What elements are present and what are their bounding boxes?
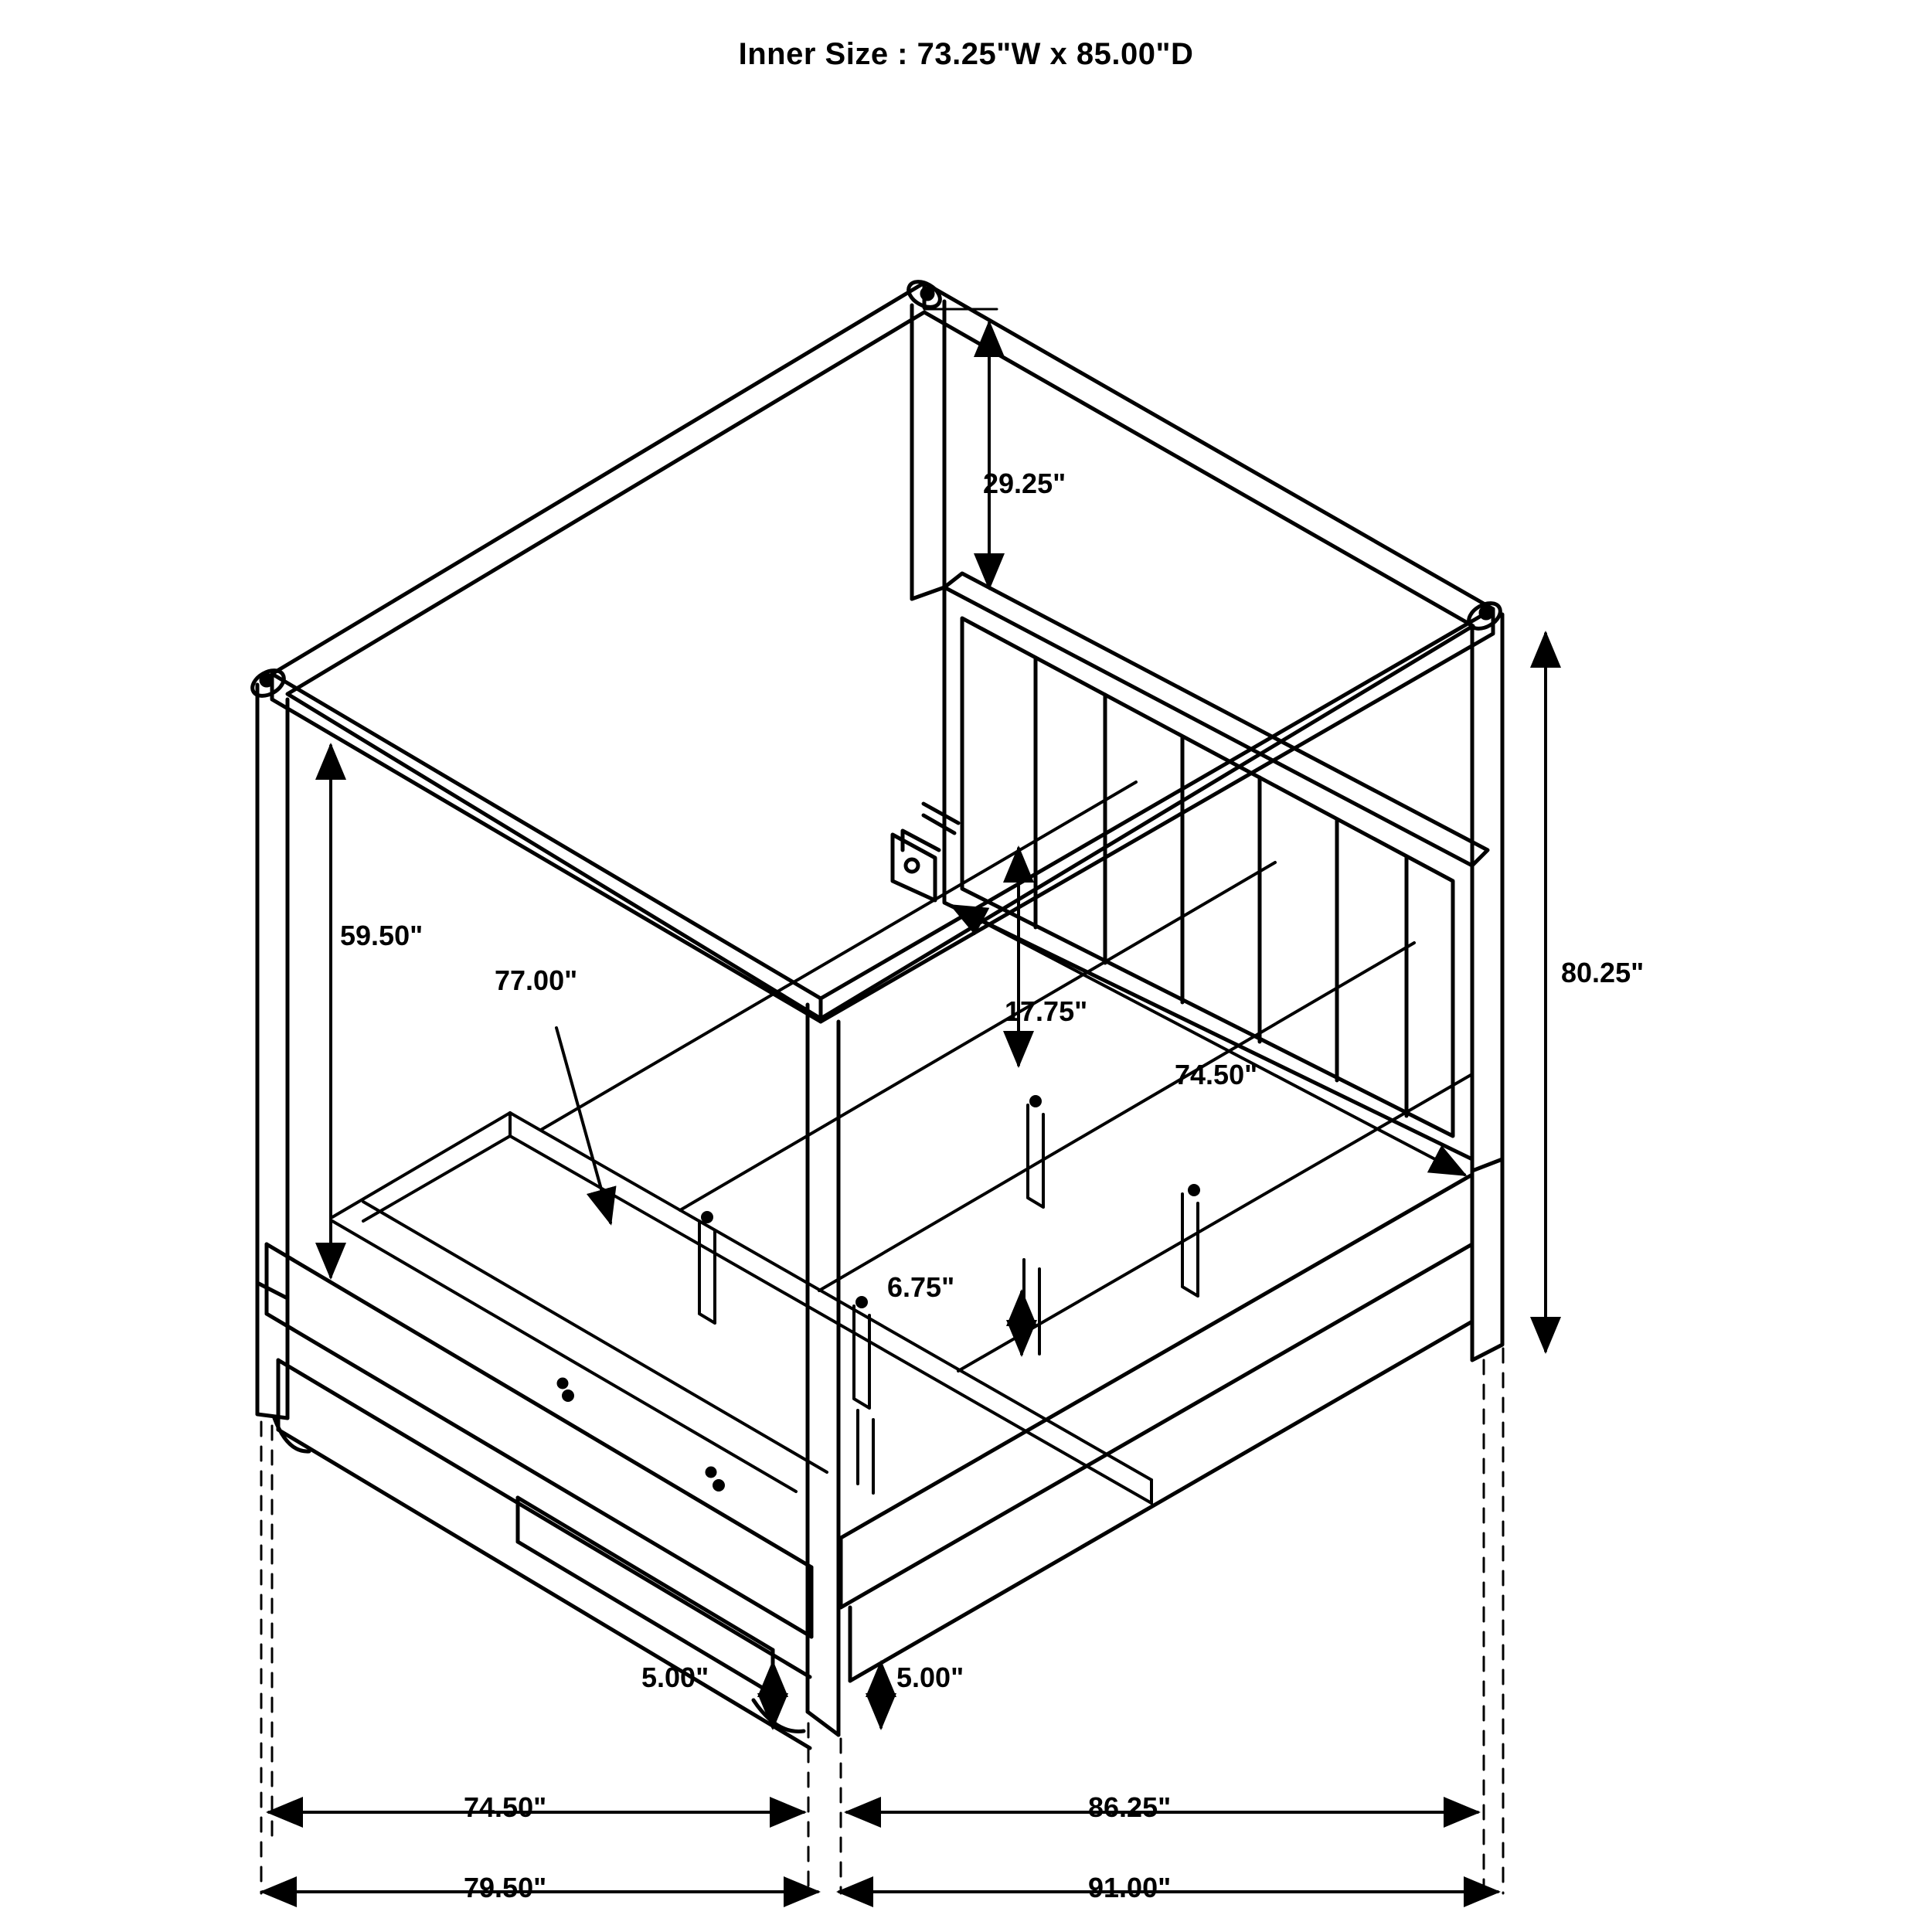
dim-label-5-00-left: 5.00": [641, 1662, 709, 1693]
dim-label-17-75: 17.75": [1005, 995, 1088, 1027]
dim-label-74-50-headboard: 74.50": [1175, 1059, 1258, 1090]
headboard-bracket: [893, 804, 958, 900]
dim-label-80-25: 80.25": [1561, 957, 1645, 988]
dim-label-86-25: 86.25": [1088, 1791, 1172, 1823]
dim-label-6-75: 6.75": [887, 1271, 955, 1303]
dim-label-29-25: 29.25": [983, 468, 1066, 499]
canopy-top-frame: [272, 283, 1493, 1022]
dim-label-74-50-front: 74.50": [464, 1791, 547, 1823]
page-title: Inner Size : 73.25"W x 85.00"D: [738, 37, 1194, 71]
slat-system: [332, 782, 1472, 1503]
dim-label-59-50: 59.50": [340, 920, 423, 951]
dim-label-79-50: 79.50": [464, 1872, 547, 1903]
bed-geometry: [248, 277, 1546, 1893]
dim-label-91-00: 91.00": [1088, 1872, 1172, 1903]
bed-posts: [257, 301, 1502, 1735]
dim-label-77-00: 77.00": [495, 964, 578, 996]
dim-label-5-00-right: 5.00": [896, 1662, 964, 1693]
